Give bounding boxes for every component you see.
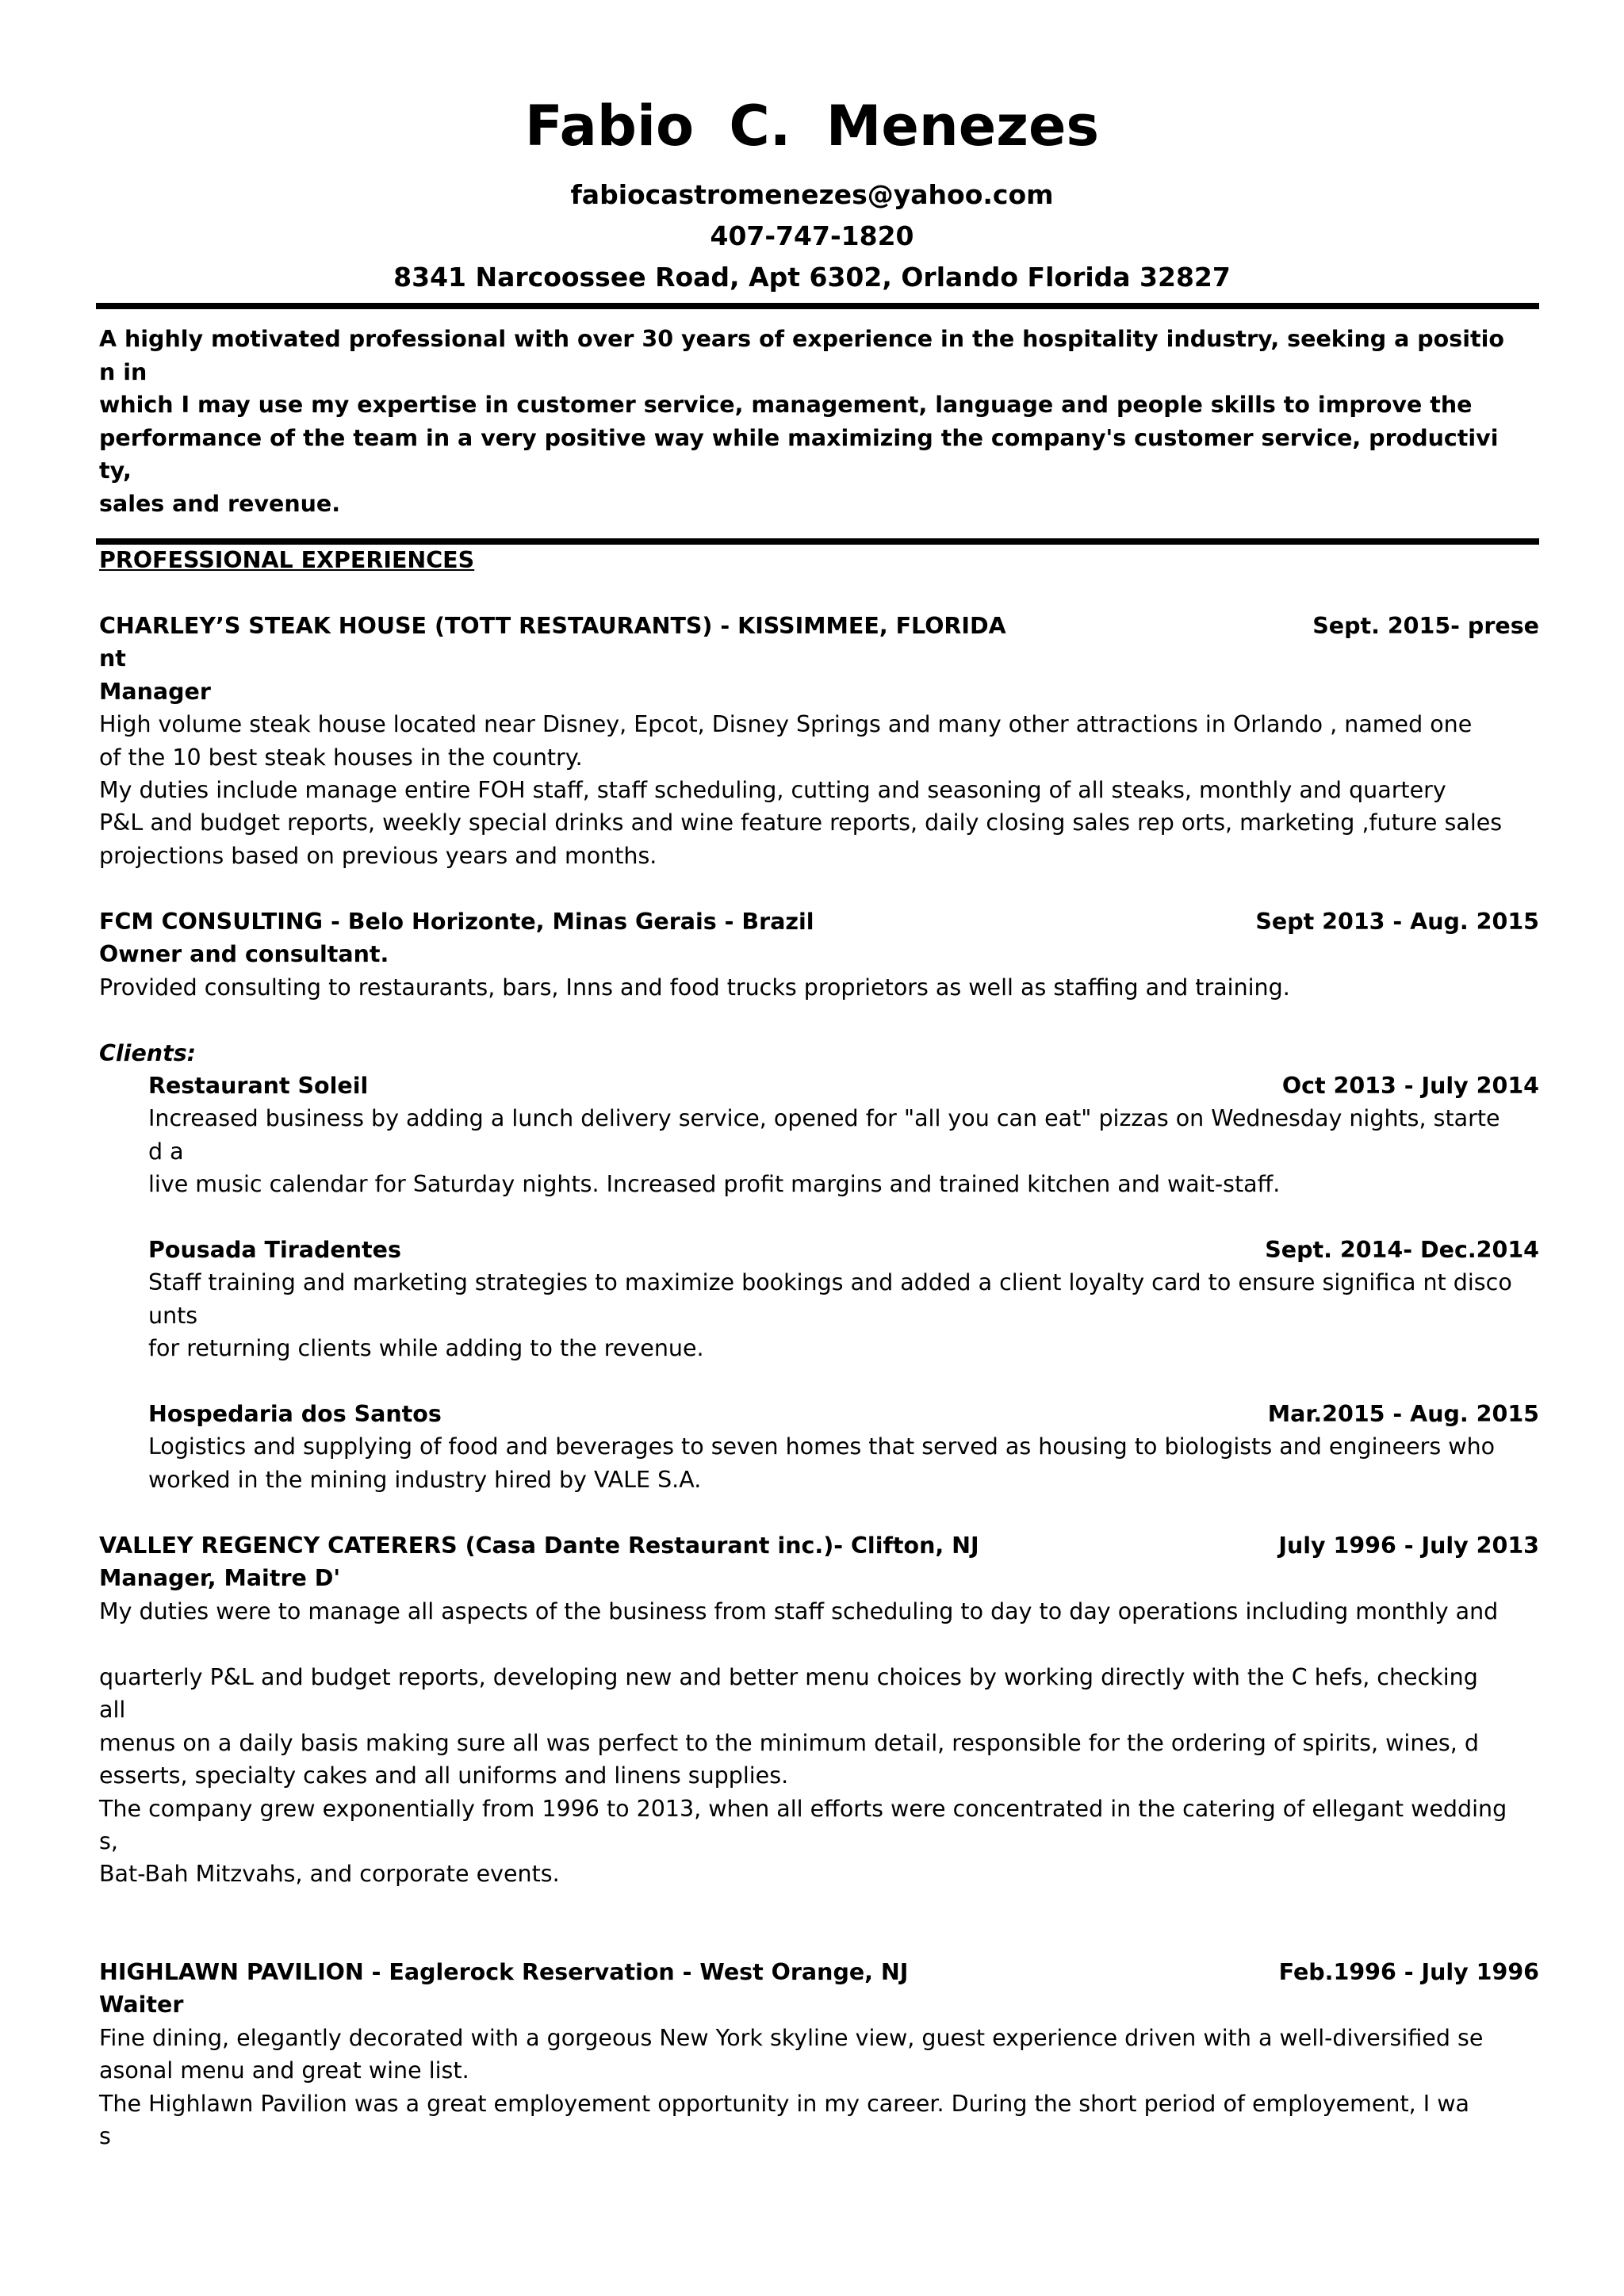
client-name: Hospedaria dos Santos <box>148 1401 442 1427</box>
objective-line: A highly motivated professional with over 30 years of experience in the hospitality industry, seeking a positio <box>99 326 1504 352</box>
job-line: P&L and budget reports, weekly special drinks and wine feature reports, daily closing sales rep orts, marketing ,future sales <box>99 809 1503 836</box>
job-line: asonal menu and great wine list. <box>99 2057 469 2084</box>
job-line: Fine dining, elegantly decorated with a gorgeous New York skyline view, guest experience driven with a well-diversified se <box>99 2025 1484 2051</box>
top-divider <box>96 303 1539 309</box>
objective-line: sales and revenue. <box>99 491 341 517</box>
objective-line: performance of the team in a very positive way while maximizing the company's customer service, productivi <box>99 425 1499 451</box>
job-line: all <box>99 1697 126 1723</box>
address: 8341 Narcoossee Road, Apt 6302, Orlando Florida 32827 <box>393 262 1231 293</box>
client-dates: Oct 2013 - July 2014 <box>1281 1073 1539 1099</box>
job-line: projections based on previous years and months. <box>99 843 657 869</box>
client-name: Restaurant Soleil <box>148 1073 369 1099</box>
job-dates: Sept. 2015- prese <box>1312 613 1539 639</box>
job-line: Bat-Bah Mitzvahs, and corporate events. <box>99 1861 560 1887</box>
email: fabiocastromenezes@yahoo.com <box>570 179 1054 210</box>
job-dates: Sept 2013 - Aug. 2015 <box>1255 909 1539 935</box>
objective-divider <box>96 538 1539 545</box>
objective-line: n in <box>99 359 147 385</box>
client-line: live music calendar for Saturday nights. Increased profit margins and trained kitchen and wait-staff. <box>148 1171 1281 1197</box>
clients-label: Clients: <box>99 1040 197 1066</box>
company-name: HIGHLAWN PAVILION - Eaglerock Reservation - West Orange, NJ <box>99 1959 909 1985</box>
job-line: High volume steak house located near Disney, Epcot, Disney Springs and many other attractions in Orlando , named one <box>99 711 1473 737</box>
job-dates: July 1996 - July 2013 <box>1278 1533 1539 1559</box>
job-role: Waiter <box>99 1992 184 2018</box>
job-line: My duties include manage entire FOH staff, staff scheduling, cutting and seasoning of all steaks, monthly and quartery <box>99 777 1446 803</box>
job-line: The Highlawn Pavilion was a great employement opportunity in my career. During the short period of employement, I wa <box>99 2091 1470 2117</box>
job-line: My duties were to manage all aspects of the business from staff scheduling to day to day operations including monthly and <box>99 1598 1499 1624</box>
client-line: Logistics and supplying of food and beverages to seven homes that served as housing to biologists and engineers who <box>148 1433 1496 1460</box>
phone: 407-747-1820 <box>710 220 914 251</box>
job-line: s <box>99 2123 111 2149</box>
job-line: esserts, specialty cakes and all uniforms and linens supplies. <box>99 1762 789 1789</box>
client-name: Pousada Tiradentes <box>148 1237 401 1263</box>
company-name: CHARLEY’S STEAK HOUSE (TOTT RESTAURANTS) - KISSIMMEE, FLORIDA <box>99 613 1006 639</box>
client-dates: Mar.2015 - Aug. 2015 <box>1267 1401 1539 1427</box>
company-name: VALLEY REGENCY CATERERS (Casa Dante Restaurant inc.)- Clifton, NJ <box>99 1533 979 1559</box>
client-line: Increased business by adding a lunch delivery service, opened for "all you can eat" pizzas on Wednesday nights, starte <box>148 1105 1500 1131</box>
resume-name: Fabio C. Menezes <box>524 94 1100 159</box>
client-dates: Sept. 2014- Dec.2014 <box>1265 1237 1539 1263</box>
job-role: Manager, Maitre D' <box>99 1565 341 1591</box>
job-line: of the 10 best steak houses in the country. <box>99 744 583 771</box>
job-role: Manager <box>99 679 211 705</box>
client-line: unts <box>148 1303 198 1329</box>
objective-line: which I may use my expertise in customer service, management, language and people skills to improve the <box>99 392 1473 418</box>
objective-line: ty, <box>99 457 132 484</box>
client-line: d a <box>148 1138 184 1165</box>
company-name: FCM CONSULTING - Belo Horizonte, Minas Gerais - Brazil <box>99 909 814 935</box>
job-role: Owner and consultant. <box>99 941 389 967</box>
job-line: menus on a daily basis making sure all was perfect to the minimum detail, responsible for the ordering of spirits, wines, d <box>99 1730 1479 1756</box>
job-dates: Feb.1996 - July 1996 <box>1278 1959 1539 1985</box>
client-line: worked in the mining industry hired by VALE S.A. <box>148 1467 702 1493</box>
client-line: for returning clients while adding to the revenue. <box>148 1335 704 1361</box>
job-line: The company grew exponentially from 1996 to 2013, when all efforts were concentrated in the catering of ellegant wedding <box>99 1796 1507 1822</box>
job-line: s, <box>99 1828 118 1854</box>
job-line: quarterly P&L and budget reports, developing new and better menu choices by working directly with the C hefs, checking <box>99 1664 1478 1690</box>
section-title: PROFESSIONAL EXPERIENCES <box>99 547 475 573</box>
client-line: Staff training and marketing strategies to maximize bookings and added a client loyalty card to ensure significa nt disco <box>148 1269 1512 1295</box>
job-dates-wrap: nt <box>99 645 126 672</box>
job-line: Provided consulting to restaurants, bars, Inns and food trucks proprietors as well as staffing and training. <box>99 974 1290 1001</box>
